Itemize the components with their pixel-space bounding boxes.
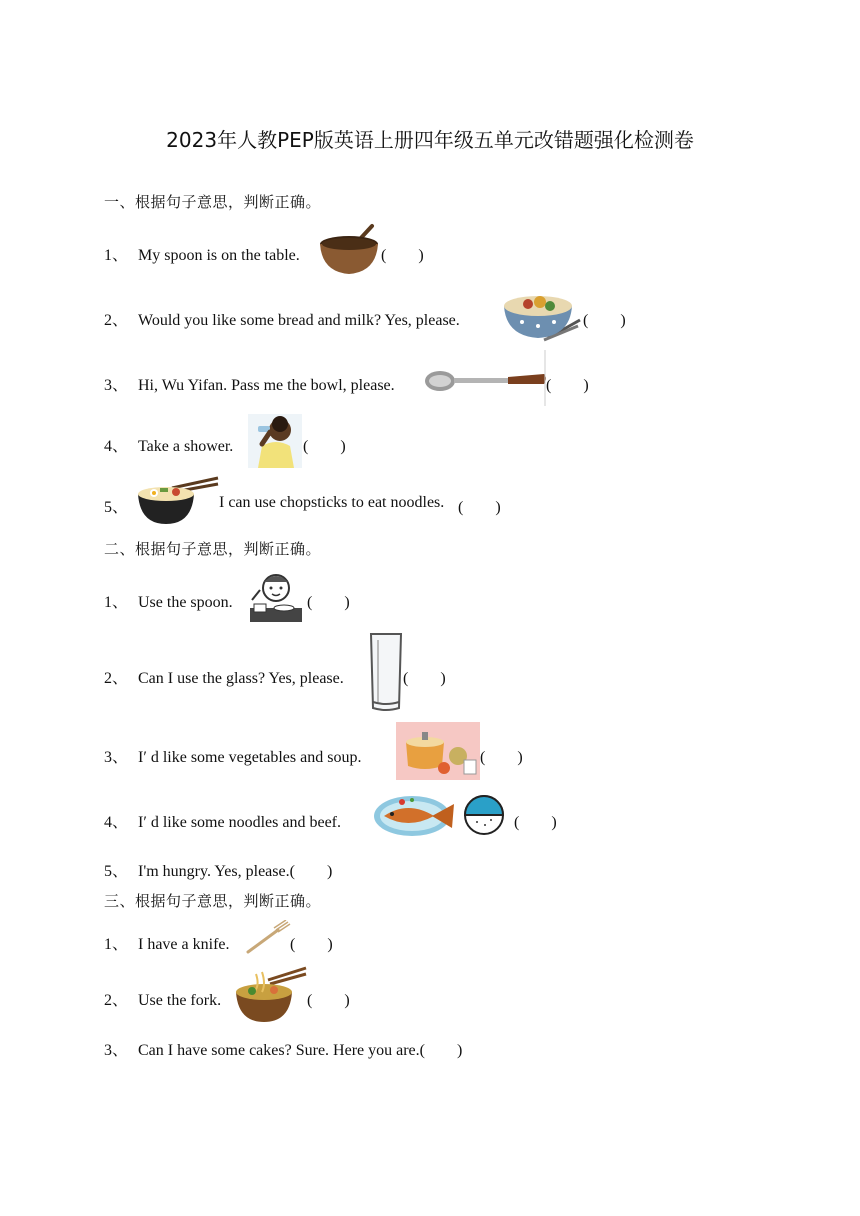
- question-1-4: [104, 433, 233, 456]
- answer-blank[interactable]: ( ): [583, 312, 626, 329]
- question-number: 5、: [104, 863, 129, 880]
- question-text: I can use chopsticks to eat noodles.: [219, 494, 445, 511]
- question-text: I have a knife.: [138, 936, 230, 953]
- answer-blank[interactable]: ( ): [458, 499, 501, 516]
- question-number: 3、: [104, 377, 129, 394]
- question-3-2: [104, 987, 221, 1010]
- section-3-heading: 三、根据句子意思，判断正确。: [104, 892, 322, 910]
- question-1-2: [104, 307, 460, 330]
- question-2-2: [104, 665, 344, 688]
- noodle-bowl-chopsticks-icon: [136, 476, 220, 526]
- question-number: 2、: [104, 670, 129, 687]
- question-number: 2、: [104, 992, 129, 1009]
- answer-blank[interactable]: ( ): [303, 438, 346, 455]
- rice-bowl-icon: [463, 794, 505, 836]
- question-2-4: [104, 809, 341, 832]
- question-1-3: [104, 372, 395, 395]
- question-number: 1、: [104, 247, 129, 264]
- question-number: 5、: [104, 499, 129, 516]
- question-text: Use the spoon.: [138, 594, 233, 611]
- section-1-heading: 一、根据句子意思，判断正确。: [104, 193, 322, 211]
- answer-blank[interactable]: ( ): [480, 749, 523, 766]
- bowl-with-spoon-icon: [318, 222, 380, 276]
- page-title: 2023年人教PEP版英语上册四年级五单元改错题强化检测卷: [166, 128, 694, 152]
- fish-plate-icon: [372, 792, 458, 840]
- question-1-5: [104, 494, 138, 517]
- question-number: 3、: [104, 749, 129, 766]
- question-text: Take a shower.: [138, 438, 234, 455]
- spoon-icon: [424, 366, 548, 396]
- question-text: I′ d like some vegetables and soup.: [138, 749, 362, 766]
- question-number: 1、: [104, 936, 129, 953]
- rice-dish-icon: [498, 290, 582, 344]
- question-text: Use the fork.: [138, 992, 222, 1009]
- question-number: 4、: [104, 814, 129, 831]
- answer-blank[interactable]: ( ): [307, 992, 350, 1009]
- question-text: I'm hungry. Yes, please.: [138, 863, 290, 880]
- answer-blank[interactable]: ( ): [514, 814, 557, 831]
- question-2-1: [104, 589, 233, 612]
- question-2-3: [104, 744, 361, 767]
- answer-blank[interactable]: ( ): [381, 247, 424, 264]
- question-number: 4、: [104, 438, 129, 455]
- question-1-1: [104, 242, 300, 265]
- answer-blank[interactable]: ( ): [307, 594, 350, 611]
- soup-pot-icon: [396, 722, 480, 780]
- glass-icon: [368, 632, 404, 712]
- answer-blank[interactable]: ( ): [419, 1042, 463, 1059]
- question-text: Hi, Wu Yifan. Pass me the bowl, please.: [138, 377, 395, 394]
- question-text: My spoon is on the table.: [138, 247, 300, 264]
- question-text: Can I have some cakes? Sure. Here you are.: [138, 1042, 420, 1059]
- boy-at-table-icon: [248, 570, 304, 624]
- noodle-bowl-icon: [234, 966, 308, 1024]
- section-2-heading: 二、根据句子意思，判断正确。: [104, 540, 322, 558]
- question-3-1: [104, 931, 230, 954]
- question-text: Would you like some bread and milk? Yes, please.: [138, 312, 460, 329]
- answer-blank[interactable]: ( ): [546, 377, 589, 394]
- answer-blank[interactable]: ( ): [289, 863, 333, 880]
- question-number: 2、: [104, 312, 129, 329]
- answer-blank[interactable]: ( ): [290, 936, 333, 953]
- boy-drinking-icon: [248, 414, 302, 468]
- answer-blank[interactable]: ( ): [403, 670, 446, 687]
- fork-icon: [244, 920, 292, 956]
- question-text: I′ d like some noodles and beef.: [138, 814, 341, 831]
- question-3-3: [104, 1037, 462, 1060]
- question-text: Can I use the glass? Yes, please.: [138, 670, 344, 687]
- question-number: 3、: [104, 1042, 129, 1059]
- question-2-5: [104, 858, 332, 881]
- question-number: 1、: [104, 594, 129, 611]
